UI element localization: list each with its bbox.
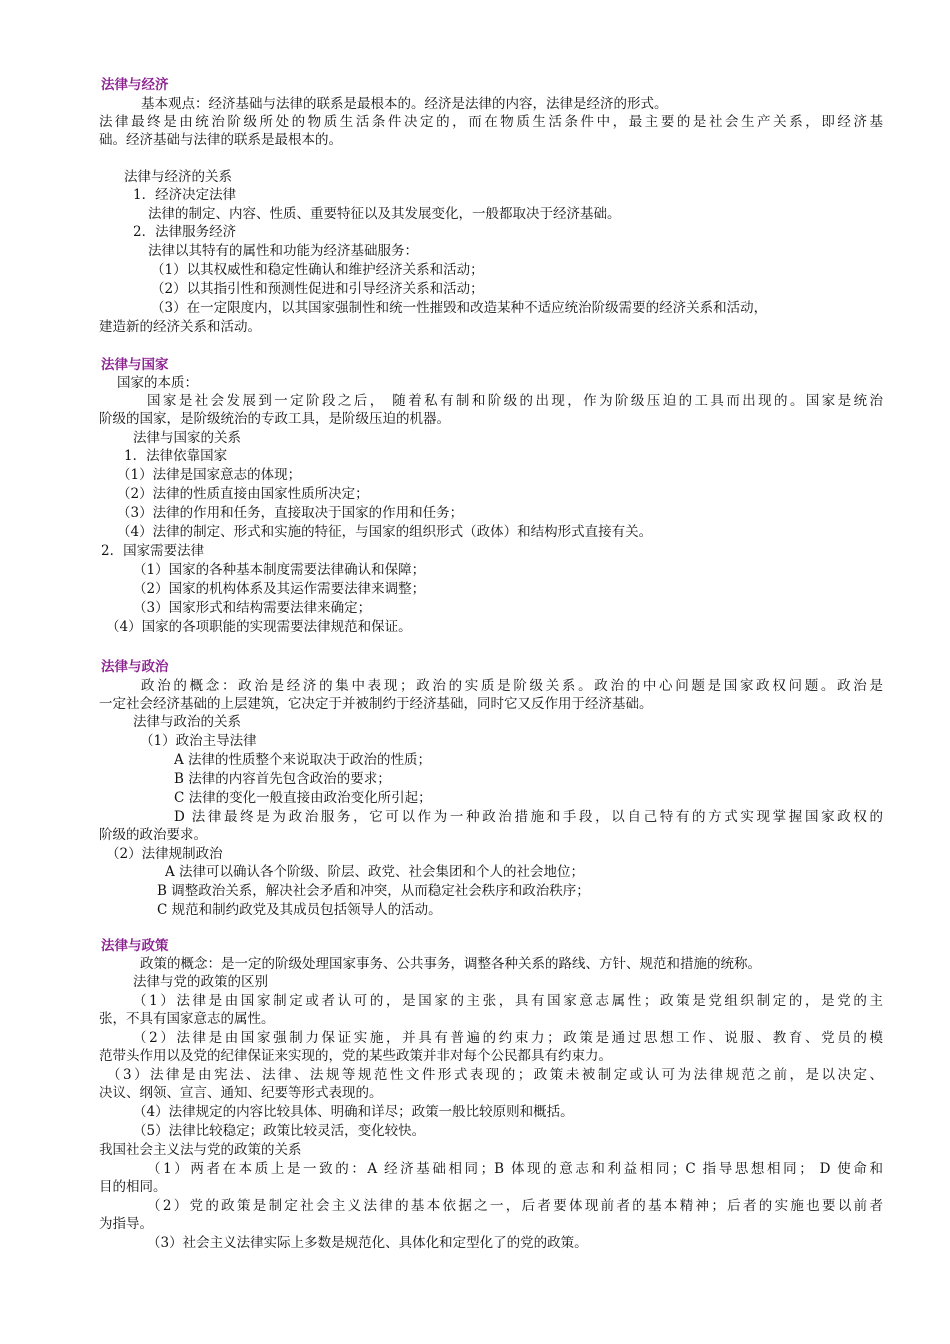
policy-d3-line1: （3）法律是由宪法、法律、法规等规范性文件形式表现的；政策未被制定或认可为法律规范之前，是以决定、	[107, 1067, 883, 1083]
economy-sub3-line1: （3）在一定限度内，以其国家强制性和统一性摧毁和改造某种不适应统治阶级需要的经济关系和活动，	[151, 300, 768, 316]
politics-p1c: C 法律的变化一般直接由政治变化所引起；	[174, 790, 432, 806]
state-a2: （2）法律的性质直接由国家性质所决定；	[117, 486, 369, 502]
policy-relation-title: 我国社会主义法与党的政策的关系	[99, 1142, 302, 1158]
politics-p2b: B 调整政治关系，解决社会矛盾和冲突，从而稳定社会秩序和政治秩序；	[157, 883, 590, 899]
policy-d2-line1: （2）法律是由国家强制力保证实施，并具有普遍的约束力；政策是通过思想工作、说服、教育、党员的模	[133, 1030, 883, 1046]
economy-sub3-line2: 建造新的经济关系和活动。	[99, 319, 261, 335]
politics-p1b: B 法律的内容首先包含政治的要求；	[174, 771, 391, 787]
policy-r2-line2: 为指导。	[99, 1216, 153, 1232]
heading-policy: 法律与政策	[101, 938, 169, 954]
state-relation-title: 法律与国家的关系	[133, 430, 241, 446]
policy-d4: （4）法律规定的内容比较具体、明确和详尽；政策一般比较原则和概括。	[133, 1104, 574, 1120]
policy-d3-line2: 决议、纲领、宣言、通知、纪要等形式表现的。	[99, 1085, 383, 1101]
economy-basic-view: 基本观点：经济基础与法律的联系是最根本的。经济是法律的内容，法律是经济的形式。	[141, 96, 668, 112]
state-a1: （1）法律是国家意志的体现；	[117, 467, 302, 483]
economy-para-line1: 法律最终是由统治阶级所处的物质生活条件决定的，而在物质生活条件中，最主要的是社会生产关系，即经济基	[99, 114, 883, 130]
state-a3: （3）法律的作用和任务，直接取决于国家的作用和任务；	[117, 505, 464, 521]
state-b2: （2）国家的机构体系及其运作需要法律来调整；	[133, 581, 426, 597]
policy-d2-line2: 范带头作用以及党的纪律保证来实现的，党的某些政策并非对每个公民都具有约束力。	[99, 1048, 612, 1064]
politics-p1d-line2: 阶级的政治要求。	[99, 827, 207, 843]
economy-sub1: （1）以其权威性和稳定性确认和维护经济关系和活动；	[151, 262, 484, 278]
politics-concept-line1: 政治的概念：政治是经济的集中表现；政治的实质是阶级关系。政治的中心问题是国家政权问题。政治是	[141, 678, 883, 694]
economy-item1-text: 法律的制定、内容、性质、重要特征以及其发展变化，一般都取决于经济基础。	[148, 206, 621, 222]
policy-concept: 政策的概念：是一定的阶级处理国家事务、公共事务，调整各种关系的路线、方针、规范和措施的统称。	[140, 956, 761, 972]
economy-item2: 2．法律服务经济	[133, 224, 237, 240]
policy-r1-line2: 目的相同。	[99, 1179, 167, 1195]
state-b4: （4）国家的各项职能的实现需要法律规范和保证。	[106, 619, 412, 635]
politics-p2a: A 法律可以确认各个阶级、阶层、政党、社会集团和个人的社会地位；	[165, 864, 585, 880]
state-b1: （1）国家的各种基本制度需要法律确认和保障；	[133, 562, 426, 578]
policy-d1-line2: 张，不具有国家意志的属性。	[99, 1011, 275, 1027]
economy-item2-text: 法律以其特有的属性和功能为经济基础服务：	[148, 243, 418, 259]
state-nature-title: 国家的本质：	[117, 375, 198, 391]
state-nature-line2: 阶级的国家，是阶级统治的专政工具，是阶级压迫的机器。	[99, 411, 450, 427]
economy-relation-title: 法律与经济的关系	[124, 169, 232, 185]
politics-concept-line2: 一定社会经济基础的上层建筑，它决定于并被制约于经济基础，同时它又反作用于经济基础。	[99, 696, 653, 712]
policy-d5: （5）法律比较稳定；政策比较灵活，变化较快。	[133, 1123, 426, 1139]
state-item2: 2．国家需要法律	[101, 543, 205, 559]
politics-p2: （2）法律规制政治	[106, 846, 223, 862]
policy-d1-line1: （1）法律是由国家制定或者认可的，是国家的主张，具有国家意志属性；政策是党组织制定的，是党的主	[133, 993, 883, 1009]
politics-p1d-line1: D 法律最终是为政治服务，它可以作为一种政治措施和手段，以自己特有的方式实现掌握国家政权的	[174, 809, 883, 825]
economy-para-line2: 础。经济基础与法律的联系是最根本的。	[99, 132, 342, 148]
policy-diff-title: 法律与党的政策的区别	[133, 974, 268, 990]
policy-r2-line1: （2）党的政策是制定社会主义法律的基本依据之一，后者要体现前者的基本精神；后者的实施也要以前者	[147, 1198, 883, 1214]
heading-economy: 法律与经济	[101, 77, 169, 93]
state-nature-line1: 国家是社会发展到一定阶段之后， 随着私有制和阶级的出现，作为阶级压迫的工具而出现的。国家是统治	[147, 393, 883, 409]
policy-r3: （3）社会主义法律实际上多数是规范化、具体化和定型化了的党的政策。	[147, 1235, 588, 1251]
heading-state: 法律与国家	[101, 357, 169, 373]
heading-politics: 法律与政治	[101, 659, 169, 675]
economy-sub2: （2）以其指引性和预测性促进和引导经济关系和活动；	[151, 281, 484, 297]
state-a4: （4）法律的制定、形式和实施的特征，与国家的组织形式（政体）和结构形式直接有关。	[117, 524, 653, 540]
economy-item1: 1．经济决定法律	[133, 187, 237, 203]
state-item1: 1．法律依靠国家	[124, 448, 228, 464]
politics-p1: （1）政治主导法律	[140, 733, 257, 749]
state-b3: （3）国家形式和结构需要法律来确定；	[133, 600, 372, 616]
politics-p1a: A 法律的性质整个来说取决于政治的性质；	[174, 752, 432, 768]
politics-p2c: C 规范和制约政党及其成员包括领导人的活动。	[157, 902, 442, 918]
politics-relation-title: 法律与政治的关系	[133, 714, 241, 730]
policy-r1-line1: （1）两者在本质上是一致的：A 经济基础相同；B 体现的意志和利益相同；C 指导思想相同； D 使命和	[147, 1161, 883, 1177]
